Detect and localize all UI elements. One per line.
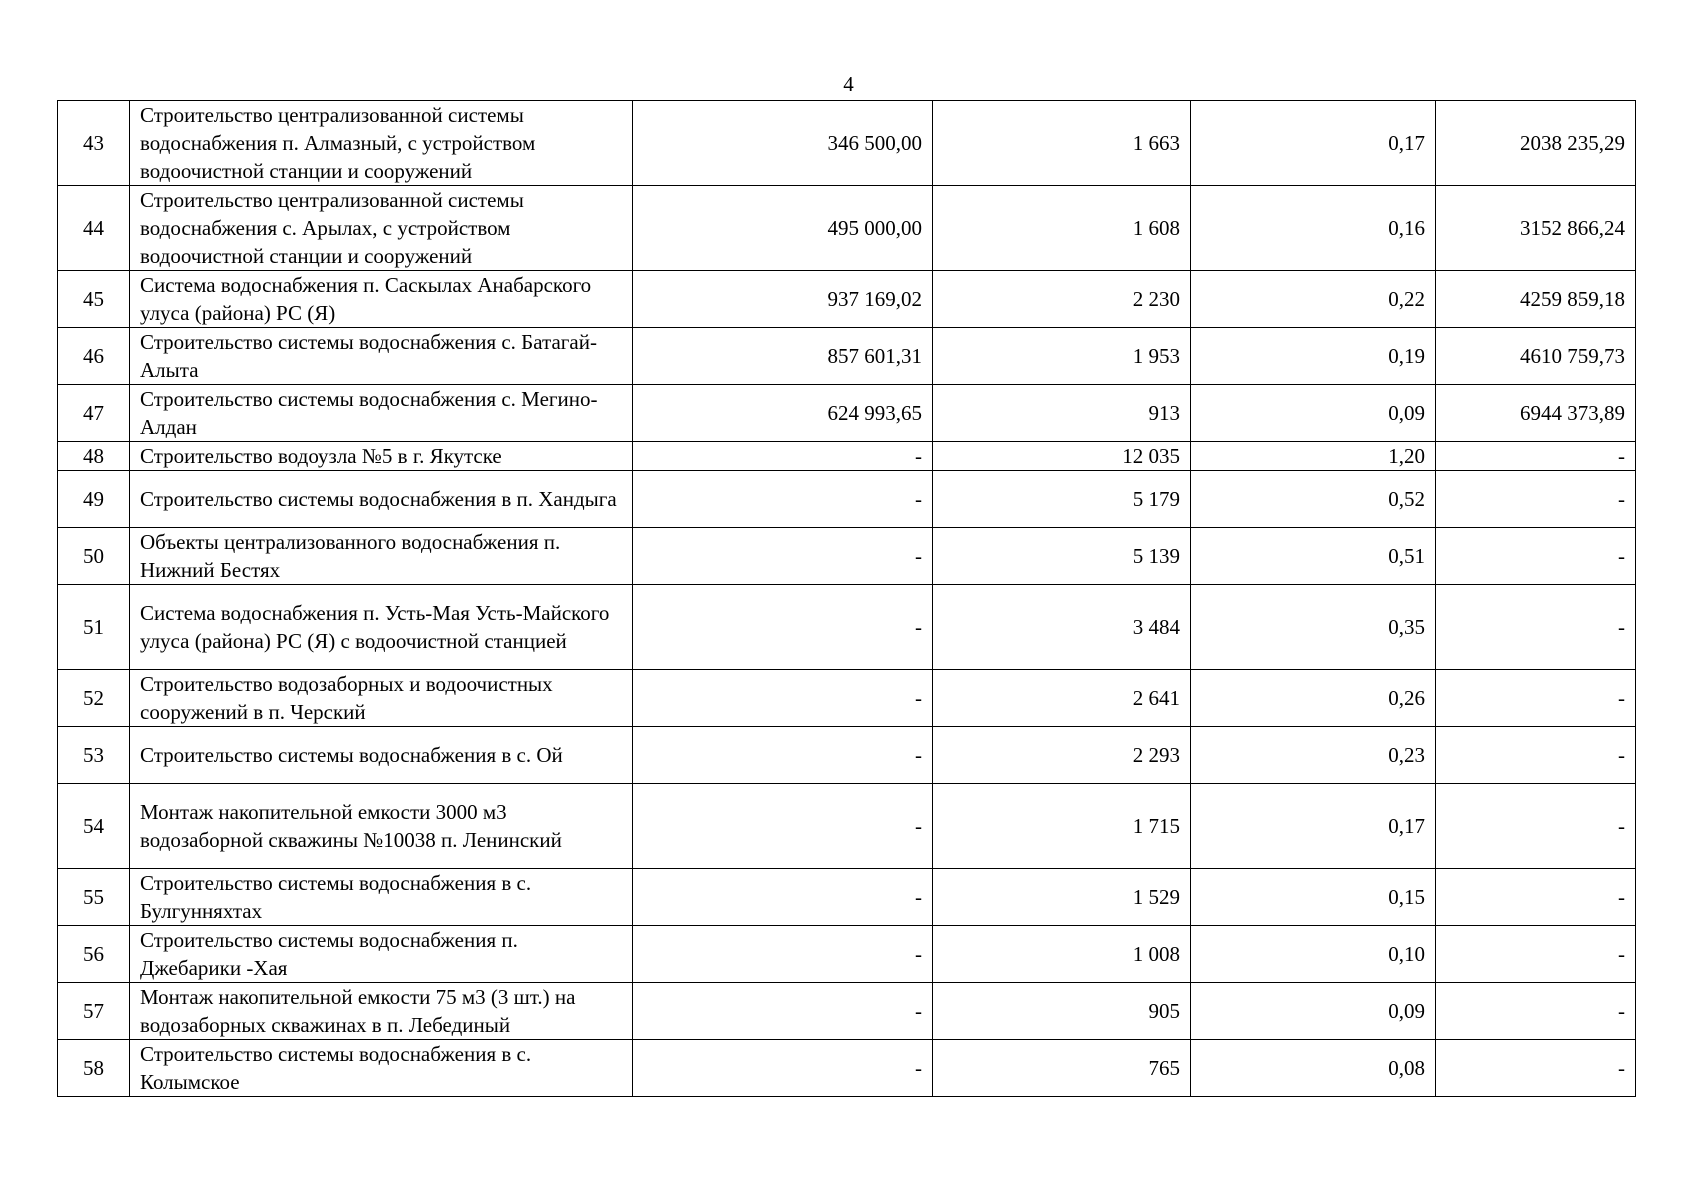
unit-cost-value: -	[1436, 1040, 1636, 1097]
cost-value: -	[633, 528, 933, 585]
table-row	[58, 869, 1636, 926]
volume-value: 5 139	[933, 528, 1191, 585]
object-name: Монтаж накопительной емкости 3000 м3 водозаборной скважины №10038 п. Ленинский	[130, 784, 633, 869]
object-name: Система водоснабжения п. Саскылах Анабарского улуса (района) РС (Я)	[130, 271, 633, 328]
unit-cost-value: -	[1436, 528, 1636, 585]
row-number: 51	[58, 585, 130, 670]
object-name: Строительство централизованной системы водоснабжения п. Алмазный, с устройством водоочистной станции и сооружений	[130, 101, 633, 186]
cost-value: -	[633, 442, 933, 471]
object-name: Строительство системы водоснабжения в п. Хандыга	[130, 471, 633, 528]
object-name: Строительство системы водоснабжения с. Батагай-Алыта	[130, 328, 633, 385]
volume-value: 2 641	[933, 670, 1191, 727]
table-row	[58, 442, 1636, 471]
unit-cost-value: 6944 373,89	[1436, 385, 1636, 442]
investment-table	[57, 100, 1636, 1097]
row-number: 54	[58, 784, 130, 869]
share-value: 0,09	[1191, 983, 1436, 1040]
unit-cost-value: -	[1436, 670, 1636, 727]
cost-value: -	[633, 471, 933, 528]
table-row	[58, 727, 1636, 784]
unit-cost-value: -	[1436, 983, 1636, 1040]
object-name: Строительство централизованной системы водоснабжения с. Арылах, с устройством водоочистной станции и сооружений	[130, 186, 633, 271]
unit-cost-value: -	[1436, 869, 1636, 926]
cost-value: 857 601,31	[633, 328, 933, 385]
volume-value: 1 715	[933, 784, 1191, 869]
unit-cost-value: -	[1436, 585, 1636, 670]
table-row	[58, 328, 1636, 385]
object-name: Строительство системы водоснабжения в с. Ой	[130, 727, 633, 784]
row-number: 56	[58, 926, 130, 983]
row-number: 53	[58, 727, 130, 784]
row-number: 58	[58, 1040, 130, 1097]
row-number: 50	[58, 528, 130, 585]
cost-value: -	[633, 983, 933, 1040]
share-value: 0,10	[1191, 926, 1436, 983]
volume-value: 3 484	[933, 585, 1191, 670]
table-row	[58, 784, 1636, 869]
unit-cost-value: -	[1436, 926, 1636, 983]
share-value: 0,23	[1191, 727, 1436, 784]
volume-value: 913	[933, 385, 1191, 442]
object-name: Строительство водозаборных и водоочистных сооружений в п. Черский	[130, 670, 633, 727]
cost-value: 346 500,00	[633, 101, 933, 186]
share-value: 0,09	[1191, 385, 1436, 442]
object-name: Объекты централизованного водоснабжения п. Нижний Бестях	[130, 528, 633, 585]
unit-cost-value: 4610 759,73	[1436, 328, 1636, 385]
volume-value: 1 663	[933, 101, 1191, 186]
volume-value: 5 179	[933, 471, 1191, 528]
cost-value: -	[633, 1040, 933, 1097]
object-name: Строительство системы водоснабжения в с. Булгунняхтах	[130, 869, 633, 926]
row-number: 57	[58, 983, 130, 1040]
cost-value: -	[633, 784, 933, 869]
share-value: 0,19	[1191, 328, 1436, 385]
table-row	[58, 585, 1636, 670]
share-value: 1,20	[1191, 442, 1436, 471]
object-name: Строительство водоузла №5 в г. Якутске	[130, 442, 633, 471]
row-number: 44	[58, 186, 130, 271]
share-value: 0,17	[1191, 101, 1436, 186]
unit-cost-value: 2038 235,29	[1436, 101, 1636, 186]
volume-value: 1 608	[933, 186, 1191, 271]
share-value: 0,35	[1191, 585, 1436, 670]
table-row	[58, 186, 1636, 271]
share-value: 0,08	[1191, 1040, 1436, 1097]
volume-value: 765	[933, 1040, 1191, 1097]
share-value: 0,15	[1191, 869, 1436, 926]
unit-cost-value: -	[1436, 442, 1636, 471]
share-value: 0,52	[1191, 471, 1436, 528]
share-value: 0,16	[1191, 186, 1436, 271]
table-row	[58, 385, 1636, 442]
unit-cost-value: 3152 866,24	[1436, 186, 1636, 271]
unit-cost-value: -	[1436, 727, 1636, 784]
share-value: 0,51	[1191, 528, 1436, 585]
table-row	[58, 471, 1636, 528]
unit-cost-value: -	[1436, 784, 1636, 869]
row-number: 55	[58, 869, 130, 926]
table-row	[58, 101, 1636, 186]
table-row	[58, 528, 1636, 585]
volume-value: 2 293	[933, 727, 1191, 784]
table-row	[58, 670, 1636, 727]
cost-value: 495 000,00	[633, 186, 933, 271]
cost-value: 937 169,02	[633, 271, 933, 328]
cost-value: -	[633, 670, 933, 727]
object-name: Строительство системы водоснабжения в с. Колымское	[130, 1040, 633, 1097]
row-number: 48	[58, 442, 130, 471]
volume-value: 1 008	[933, 926, 1191, 983]
share-value: 0,22	[1191, 271, 1436, 328]
row-number: 45	[58, 271, 130, 328]
table-row	[58, 1040, 1636, 1097]
volume-value: 1 529	[933, 869, 1191, 926]
table-row	[58, 983, 1636, 1040]
table-row	[58, 271, 1636, 328]
row-number: 52	[58, 670, 130, 727]
volume-value: 905	[933, 983, 1191, 1040]
row-number: 46	[58, 328, 130, 385]
volume-value: 1 953	[933, 328, 1191, 385]
row-number: 49	[58, 471, 130, 528]
cost-value: -	[633, 869, 933, 926]
volume-value: 2 230	[933, 271, 1191, 328]
unit-cost-value: 4259 859,18	[1436, 271, 1636, 328]
row-number: 47	[58, 385, 130, 442]
volume-value: 12 035	[933, 442, 1191, 471]
object-name: Система водоснабжения п. Усть-Мая Усть-Майского улуса (района) РС (Я) с водоочистной станцией	[130, 585, 633, 670]
cost-value: -	[633, 585, 933, 670]
share-value: 0,26	[1191, 670, 1436, 727]
cost-value: 624 993,65	[633, 385, 933, 442]
share-value: 0,17	[1191, 784, 1436, 869]
unit-cost-value: -	[1436, 471, 1636, 528]
cost-value: -	[633, 727, 933, 784]
row-number: 43	[58, 101, 130, 186]
page-number: 4	[843, 72, 854, 96]
cost-value: -	[633, 926, 933, 983]
object-name: Строительство системы водоснабжения с. Мегино-Алдан	[130, 385, 633, 442]
object-name: Монтаж накопительной емкости 75 м3 (3 шт.) на водозаборных скважинах в п. Лебединый	[130, 983, 633, 1040]
table-row	[58, 926, 1636, 983]
object-name: Строительство системы водоснабжения п. Джебарики -Хая	[130, 926, 633, 983]
